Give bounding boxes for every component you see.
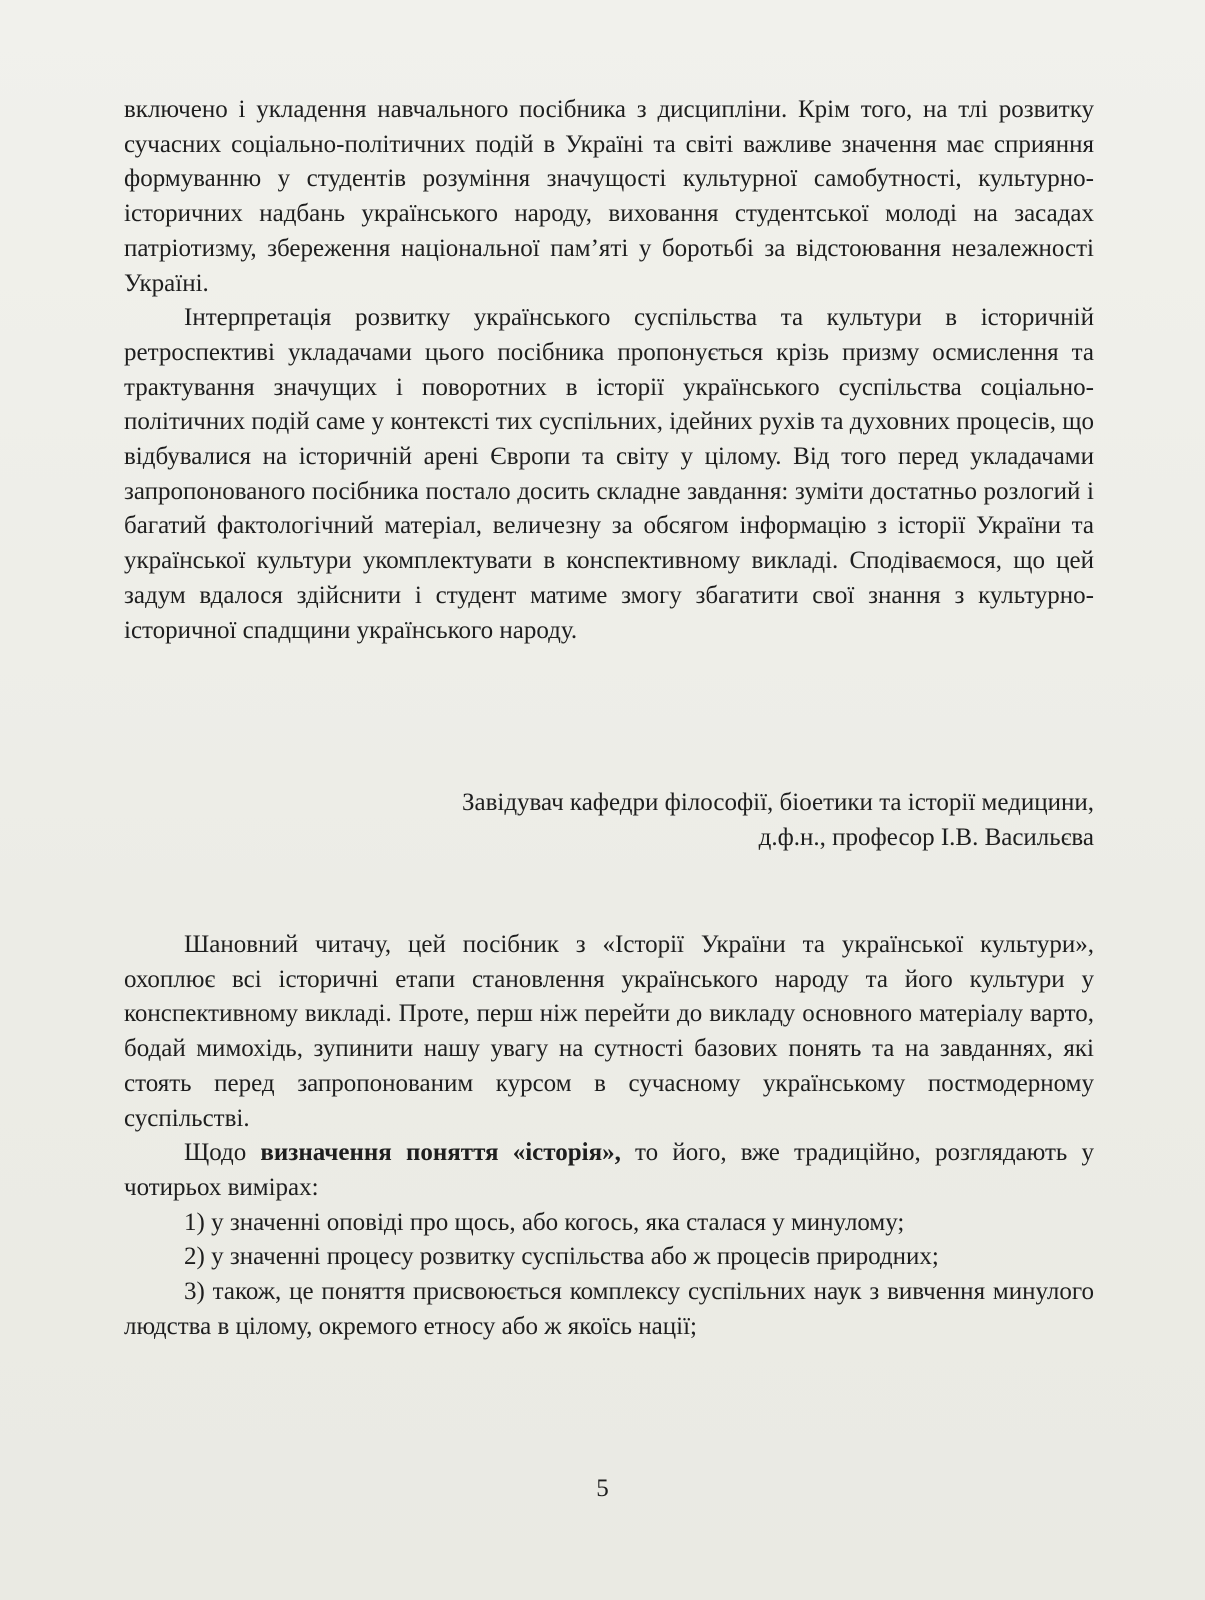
list-item-2: 2) у значенні процесу розвитку суспільства або ж процесів природних; [184, 1243, 939, 1271]
paragraph-3: Шановний читачу, цей посібник з «Історії України та української культури», охоплює всі історичні етапи становлення українського народу та його культури у конспективному викладі. Проте, перш ніж перейти до викладу основного матеріалу варто, бодай мимохідь, зупинити нашу увагу на сутності базових понять та на завданнях, які стоять перед запропонованим курсом в сучасному українському постмодерному суспільстві. [124, 931, 1094, 1132]
history-definition-term: визначення поняття «історія», [260, 1139, 621, 1167]
paragraph-4-start: Щодо [184, 1139, 261, 1167]
paragraph-4 [124, 1136, 1094, 1205]
page-number: 5 [596, 1475, 609, 1502]
signature-name: д.ф.н., професор І.В. Васильєва [758, 823, 1094, 851]
introduction-text [124, 928, 1094, 1344]
paragraph-1: включено і укладення навчального посібника з дисципліни. Крім того, на тлі розвитку сучасних соціально-політичних подій в Україні та світі важливе значення має сприяння формуванню у студентів розуміння значущості культурної самобутності, культурно-історичних надбань українського народу, виховання студентської молоді на засадах патріотизму, збереження національної пам’яті у боротьбі за відстоювання незалежності Україні. [124, 96, 1094, 297]
list-item-3: 3) також, це поняття присвоюється комплексу суспільних наук з вивчення минулого людства в цілому, окремого етносу або ж якоїсь нації; [124, 1278, 1094, 1340]
list-item-1: 1) у значенні оповіді про щось, або когось, яка сталася у минулому; [184, 1208, 905, 1236]
preface-text [124, 93, 1094, 648]
paragraph-2: Інтерпретація розвитку українського суспільства та культури в історичній ретроспективі укладачами цього посібника пропонується крізь призму осмислення та трактування значущих і поворотних в історії українського суспільства соціально-політичних подій саме у контексті тих суспільних, ідейних рухів та духовних процесів, що відбувалися на історичній арені Європи та світу у цілому. Від того перед укладачами запропонованого посібника постало досить складне завдання: зуміти достатньо розлогий і багатий фактологічний матеріал, величезну за обсягом інформацію з історії України та української культури укомплектувати в конспективному викладі. Сподіваємося, що цей задум вдалося здійснити і студент матиме змогу збагатити свої знання з культурно-історичної спадщини українського народу. [124, 304, 1094, 644]
signature-position: Завідувач кафедри філософії, біоетики та історії медицини, [461, 789, 1094, 816]
signature-block [124, 786, 1094, 855]
paragraph-4-end: то його, вже традиційно, розглядають у чотирьох вимірах: [124, 1139, 1094, 1201]
